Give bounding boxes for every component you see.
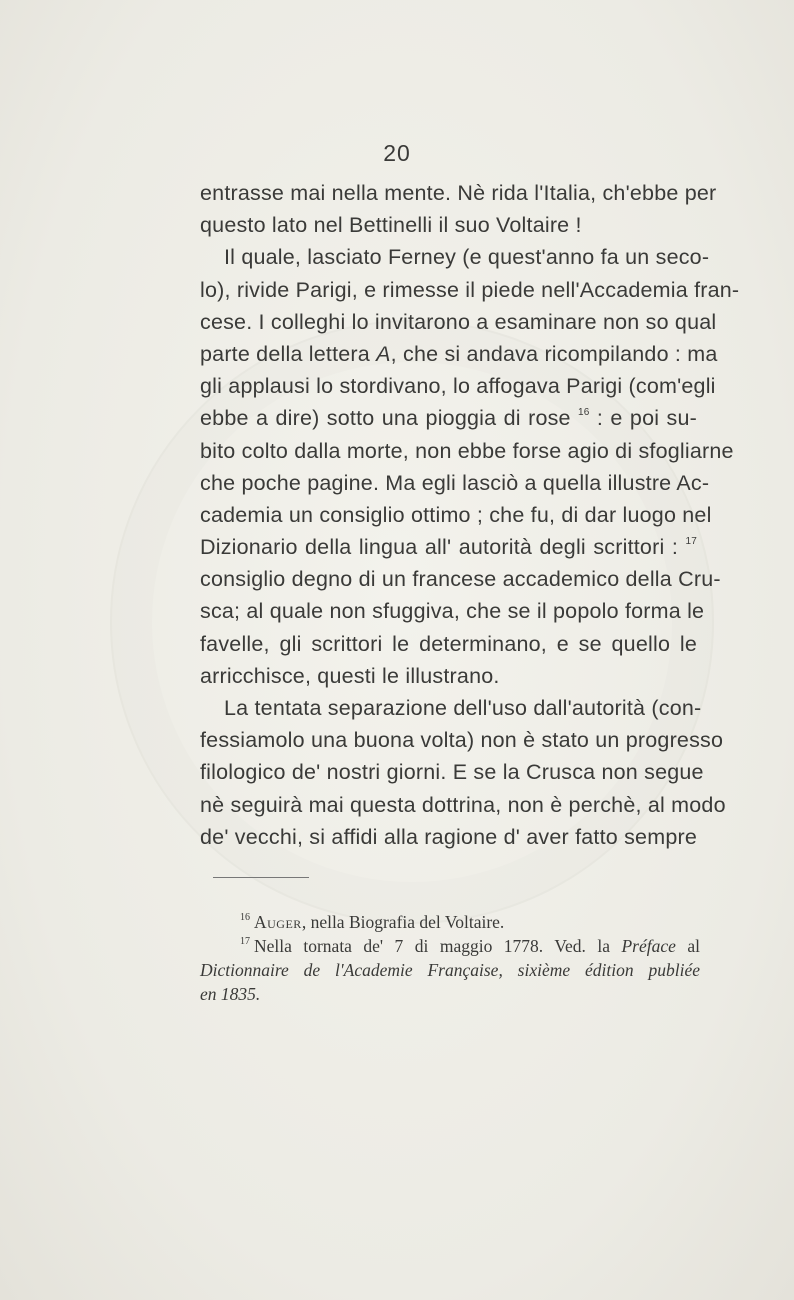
text-line	[200, 660, 697, 692]
text-line-content: entrasse mai nella mente. Nè rida l'Italia, ch'ebbe per	[200, 181, 717, 205]
body-text	[200, 177, 740, 853]
text-line	[200, 209, 697, 241]
text-line	[200, 370, 716, 402]
footnote-17-line-1	[200, 934, 700, 958]
text-line-content: favelle, gli scrittori le determinano, e se quello le	[200, 631, 697, 656]
text-line-content: filologico de' nostri giorni. E se la Crusca non segue	[200, 760, 704, 785]
footnote-reference: 16	[578, 407, 590, 419]
text-line-continuation: : e poi su-	[589, 406, 697, 431]
footnote-rule	[213, 877, 309, 878]
text-line-content: ebbe a dire) sotto una pioggia di rose	[200, 406, 579, 431]
text-line	[200, 402, 697, 434]
footnote-reference: 17	[685, 536, 697, 548]
text-line-content: gli applausi lo stordivano, lo affogava Parigi (com'egli	[200, 374, 716, 399]
text-line	[200, 241, 710, 273]
text-line-content: Il quale, lasciato Ferney (e quest'anno fa un seco-	[224, 245, 710, 270]
text-line	[200, 628, 697, 660]
footnote-ref-17: 17	[240, 936, 250, 947]
footnote-17-dictionary-title: Dictionnaire de l'Academie Française, sixième édition publiée	[200, 960, 700, 980]
footnote-17-after: al	[675, 936, 700, 956]
text-line	[200, 499, 712, 531]
text-line	[200, 306, 717, 338]
footnote-16-text: , nella Biografia del Voltaire.	[301, 912, 505, 932]
text-line	[200, 338, 718, 370]
footnote-16-author: Auger	[254, 912, 302, 932]
footnote-16	[200, 910, 700, 934]
text-line-content: arricchisce, questi le illustrano.	[200, 663, 500, 688]
text-line-content: sca; al quale non sfuggiva, che se il popolo forma le	[200, 599, 705, 624]
footnote-17-year: en 1835.	[200, 984, 261, 1004]
footnotes	[200, 910, 700, 1006]
footnote-ref-16: 16	[240, 912, 250, 923]
italic-letter: A	[376, 341, 391, 366]
text-line	[200, 789, 726, 821]
page-number: 20	[383, 140, 411, 166]
text-line-content: de' vecchi, si affidi alla ragione d' aver fatto sempre	[200, 824, 697, 849]
text-line-continuation: , che si andava ricompilando : ma	[390, 341, 718, 366]
text-line	[200, 563, 721, 595]
text-line	[200, 467, 710, 499]
footnote-17-line-3	[200, 982, 700, 1006]
text-line-content: bito colto dalla morte, non ebbe forse agio di sfogliarne	[200, 438, 734, 463]
text-line-content: consiglio degno di un francese accademico della Cru-	[200, 567, 721, 592]
text-line-content: che poche pagine. Ma egli lasciò a quella illustre Ac-	[200, 470, 710, 495]
text-line	[200, 821, 697, 853]
footnote-17-preface: Préface	[621, 936, 676, 956]
footnote-17-text: Nella tornata de' 7 di maggio 1778. Ved. la	[254, 936, 622, 956]
text-line	[200, 177, 717, 209]
text-line	[200, 595, 705, 627]
text-line	[200, 724, 724, 756]
text-line-content: La tentata separazione dell'uso dall'autorità (con-	[224, 696, 702, 720]
text-line	[200, 756, 704, 788]
text-line-content: cademia un consiglio ottimo ; che fu, di dar luogo nel	[200, 502, 712, 527]
text-line-content: lo), rivide Parigi, e rimesse il piede nell'Accademia fran-	[200, 277, 740, 302]
text-line-content: questo lato nel Bettinelli il suo Voltaire !	[200, 213, 582, 238]
text-line-content: parte della lettera	[200, 341, 377, 366]
text-line	[200, 274, 740, 306]
text-line-content: fessiamolo una buona volta) non è stato un progresso	[200, 728, 724, 753]
text-line	[200, 692, 702, 724]
footnote-17-line-2	[200, 958, 700, 982]
text-line-content: nè seguirà mai questa dottrina, non è perchè, al modo	[200, 792, 726, 817]
text-line-content: cese. I colleghi lo invitarono a esaminare non so qual	[200, 309, 717, 334]
text-line	[200, 435, 734, 467]
text-line	[200, 531, 697, 563]
text-line-content: Dizionario della lingua all' autorità degli scrittori :	[200, 535, 686, 560]
